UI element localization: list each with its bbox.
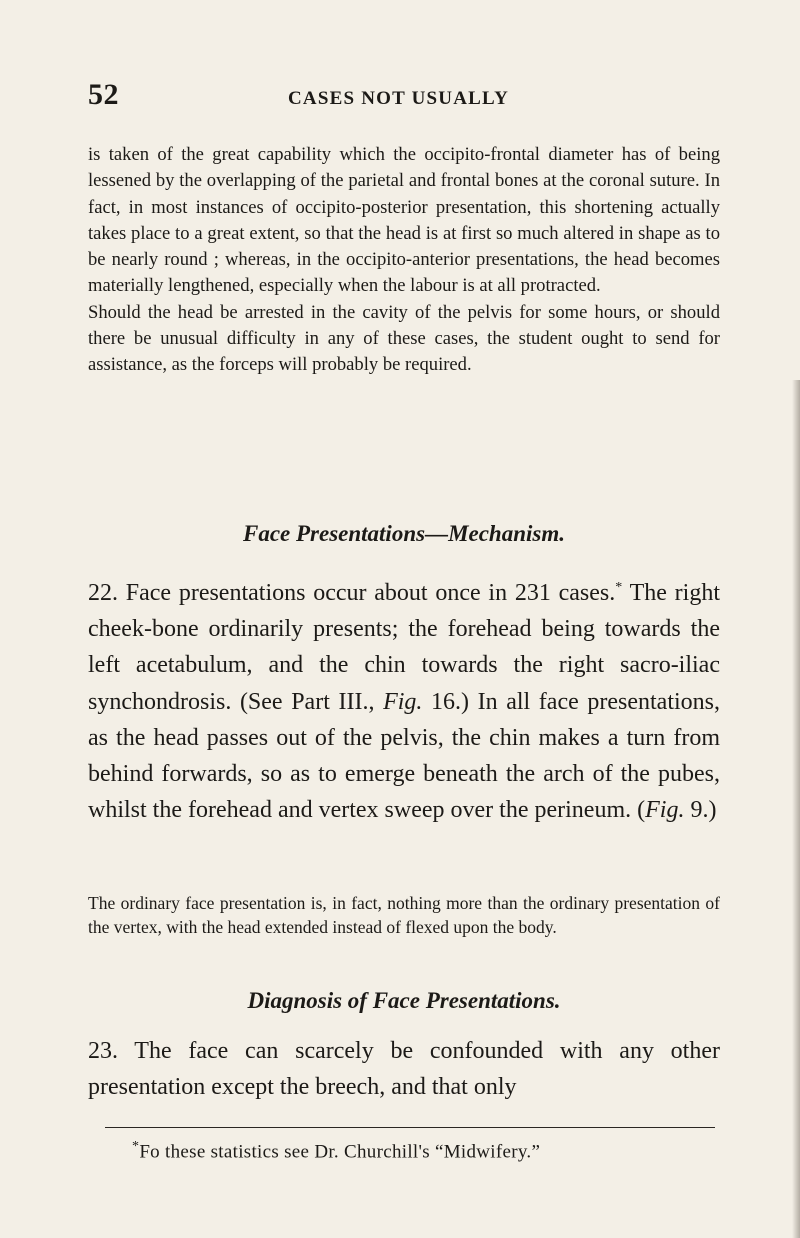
- section-heading-mechanism: Face Presentations—Mechanism.: [242, 521, 565, 546]
- paragraph-number: 22.: [88, 580, 118, 606]
- paragraph-22: [88, 570, 720, 828]
- footnote-mark: *: [132, 1139, 140, 1154]
- paragraph-text: Face presentations occur about once in 231 cases.: [118, 580, 616, 606]
- paragraph-text: Should the head be arrested in the cavity of the pelvis for some hours, or should there be unusual difficulty in any of these cases, the student ought to send for assistance, as the forceps will probably be required.: [88, 301, 720, 376]
- footnote-reference: *: [615, 580, 623, 595]
- paragraph-23: [88, 1033, 720, 1105]
- section-heading-diagnosis: Diagnosis of Face Presentations.: [247, 988, 561, 1013]
- running-head: CASES NOT USUALLY: [288, 88, 510, 109]
- paragraph-text: is taken of the great capability which the occipito-frontal diameter has of being lessened by the overlapping of the parietal and frontal bones at the coronal suture. In fact, in most instances of occipito-posterior presentation, this shortening actually takes place to a great extent, so that the head is at first so much altered in shape as to be nearly round ; whereas, in the occipito-anterior presentations, the head becomes materially lengthened, especially when the labour is at all protracted.: [88, 144, 720, 297]
- paragraph-text: The right cheek-bone ordinarily presents; the forehead being towards the left acetabulum, and the chin towards the right sacro-iliac synchondrosis. (See Part III.,: [88, 580, 720, 715]
- page-number: 52: [88, 78, 119, 111]
- footnote-text: Fo these statistics see Dr. Churchill's “Midwifery.”: [139, 1141, 541, 1163]
- paragraph-text: The face can scarcely be confounded with any other presentation except the breech, and that only: [88, 1038, 720, 1101]
- paragraph-note: The ordinary face presentation is, in fact, nothing more than the ordinary presentation of the vertex, with the head extended instead of flexed upon the body.: [88, 893, 720, 937]
- paragraph-continuation: [88, 142, 720, 379]
- paragraph-text: 16.) In all face presentations, as the head passes out of the pelvis, the chin makes a turn from behind forwards, so as to emerge beneath the arch of the pubes, whilst the forehead and vertex sweep over the perineum. (: [88, 688, 720, 824]
- page-edge-shadow: [792, 380, 800, 1238]
- figure-reference: Fig.: [645, 797, 685, 824]
- figure-reference: Fig.: [383, 688, 423, 715]
- paragraph-number: 23.: [88, 1038, 118, 1064]
- footnote: [132, 1139, 540, 1163]
- footnote-divider: [105, 1127, 715, 1128]
- paragraph-text: 9.): [684, 797, 717, 824]
- page-header: [88, 78, 718, 118]
